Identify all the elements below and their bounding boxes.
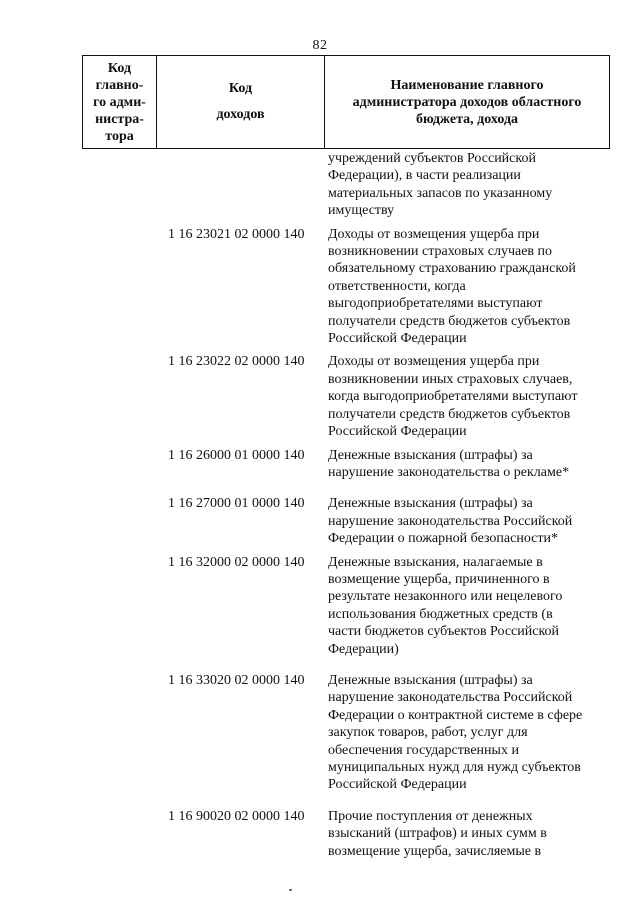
income-name-line: учреждений субъектов Российской	[328, 151, 536, 166]
income-name-line: получатели средств бюджетов субъектов	[328, 406, 571, 422]
table-row	[0, 447, 640, 482]
income-name-line: имуществу	[328, 203, 395, 219]
header-admin-code-line: го адми-	[93, 94, 146, 110]
income-name-line: Федерации)	[328, 641, 399, 657]
income-name-line: Денежные взыскания (штрафы) за	[328, 447, 533, 463]
income-name-line: муниципальных нужд для нужд субъектов	[328, 760, 581, 775]
income-name-line: Федерации), в части реализации	[328, 168, 521, 184]
income-name-line: ответственности, когда	[328, 278, 466, 294]
income-name-line: Российской Федерации	[328, 424, 467, 440]
income-name	[328, 808, 610, 860]
income-code: 1 16 23021 02 0000 140	[168, 226, 305, 242]
header-income-code-line: доходов	[216, 107, 265, 122]
income-name-line: Денежные взыскания (штрафы) за	[328, 496, 533, 512]
income-name-line: Российской Федерации	[328, 777, 467, 793]
header-name-line: администратора доходов областного	[352, 94, 582, 110]
income-name-line: возникновении иных страховых случаев,	[328, 371, 573, 387]
table-row	[0, 808, 640, 860]
table-row	[0, 150, 640, 220]
page-number: 82	[312, 38, 328, 53]
income-name-line: нарушение законодательства Российской	[328, 690, 573, 706]
table-header	[82, 55, 610, 149]
income-name-line: возмещение ущерба, причиненного в	[328, 571, 550, 587]
income-name-line: обеспечения государственных и	[328, 742, 519, 758]
income-name-line: получатели средств бюджетов субъектов	[328, 313, 571, 329]
income-code: 1 16 33020 02 0000 140	[168, 672, 305, 688]
income-name-line: Денежные взыскания (штрафы) за	[328, 672, 533, 688]
income-name-line: Доходы от возмещения ущерба при	[328, 226, 540, 242]
income-code	[160, 150, 328, 220]
table-body	[0, 150, 640, 860]
income-name-line: возникновении страховых случаев по	[328, 244, 553, 260]
income-name	[328, 353, 610, 440]
income-name-line: Федерации о пожарной безопасности*	[328, 531, 558, 547]
income-name-line: части бюджетов субъектов Российской	[328, 624, 560, 640]
header-admin-code-line: главно-	[95, 77, 144, 93]
income-name-line: нарушение законодательства Российской	[328, 513, 573, 529]
header-income-code	[157, 56, 325, 148]
income-name	[328, 226, 610, 348]
header-name	[325, 56, 609, 148]
income-name	[328, 150, 610, 220]
header-name-line: Наименование главного	[390, 77, 544, 93]
table-row	[0, 226, 640, 348]
income-name	[328, 495, 610, 547]
income-name	[328, 554, 610, 658]
income-name-line: Денежные взыскания, налагаемые в	[328, 554, 543, 570]
income-name	[328, 447, 610, 482]
income-code: 1 16 32000 02 0000 140	[168, 554, 305, 570]
income-name-line: Федерации о контрактной системе в сфере	[328, 707, 583, 723]
header-name-line: бюджета, дохода	[415, 111, 519, 127]
income-code: 1 16 23022 02 0000 140	[168, 354, 305, 370]
income-code: 1 16 90020 02 0000 140	[168, 808, 305, 824]
header-income-code-line: Код	[228, 81, 253, 96]
income-name-line: Доходы от возмещения ущерба при	[328, 354, 540, 370]
income-name-line: возмещение ущерба, зачисляемые в	[328, 843, 542, 859]
income-name-line: нарушение законодательства о рекламе*	[328, 464, 570, 480]
income-name	[328, 672, 610, 794]
header-admin-code-line: тора	[105, 128, 134, 144]
table-row	[0, 495, 640, 547]
income-name-line: Российской Федерации	[328, 331, 467, 347]
income-name-line: закупок товаров, работ, услуг для	[328, 725, 528, 741]
table-row	[0, 554, 640, 658]
income-code: 1 16 26000 01 0000 140	[168, 447, 305, 463]
income-name-line: когда выгодоприобретателями выступают	[328, 389, 578, 405]
header-admin-code	[83, 56, 157, 148]
scan-mark	[289, 889, 292, 891]
income-name-line: взысканий (штрафов) и иных сумм в	[328, 826, 547, 842]
income-name-line: материальных запасов по указанному	[328, 185, 553, 201]
income-code: 1 16 27000 01 0000 140	[168, 496, 305, 512]
income-name-line: выгодоприобретателями выступают	[328, 296, 543, 312]
table-row	[0, 672, 640, 794]
header-admin-code-line: нистра-	[95, 111, 144, 127]
header-admin-code-line: Код	[107, 60, 132, 76]
income-name-line: результате незаконного или нецелевого	[328, 589, 563, 605]
income-name-line: обязательному страхованию гражданской	[328, 261, 576, 277]
income-name-line: использования бюджетных средств (в	[328, 606, 553, 622]
table-row	[0, 353, 640, 440]
income-name-line: Прочие поступления от денежных	[328, 808, 533, 824]
